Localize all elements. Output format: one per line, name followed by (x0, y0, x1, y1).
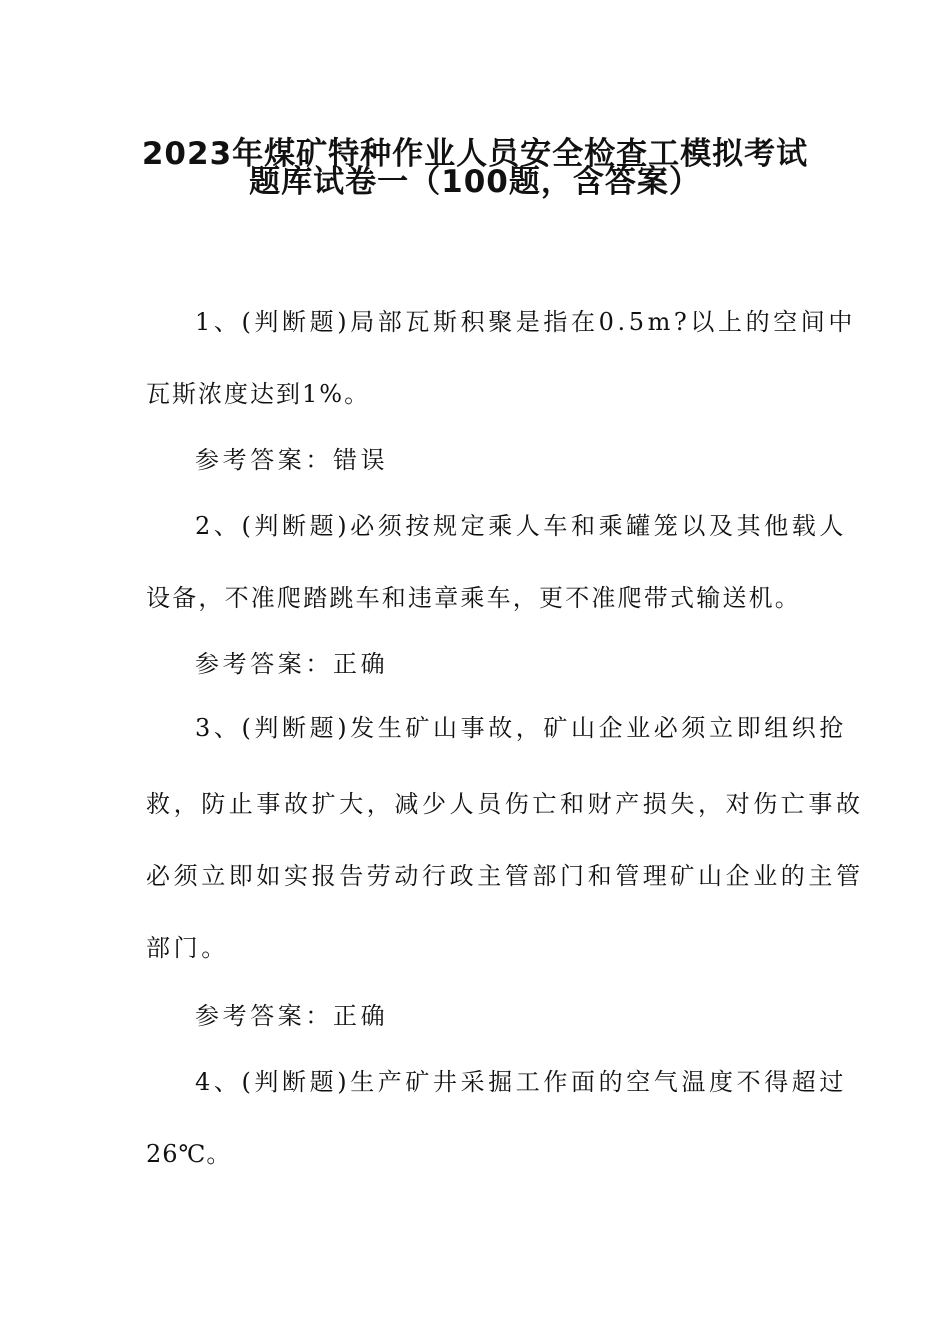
question-3-line-2: 救，防止事故扩大，减少人员伤亡和财产损失，对伤亡事故 (146, 790, 864, 818)
question-2-answer: 参考答案：正确 (195, 650, 389, 678)
question-1-line-1: 1、(判断题)局部瓦斯积聚是指在0.5m?以上的空间中 (195, 308, 856, 336)
document-title-line-2: 题库试卷一（100题，含答案） (249, 164, 701, 200)
question-1-line-2: 瓦斯浓度达到1%。 (146, 380, 371, 408)
question-3-line-3: 必须立即如实报告劳动行政主管部门和管理矿山企业的主管 (146, 862, 864, 890)
question-4-line-1: 4、(判断题)生产矿井采掘工作面的空气温度不得超过 (195, 1068, 847, 1096)
question-3-line-4: 部门。 (146, 934, 229, 962)
question-4-line-2: 26℃。 (146, 1140, 232, 1168)
question-3-line-1: 3、(判断题)发生矿山事故，矿山企业必须立即组织抢 (195, 714, 847, 742)
question-3-answer: 参考答案：正确 (195, 1002, 389, 1030)
question-2-line-1: 2、(判断题)必须按规定乘人车和乘罐笼以及其他载人 (195, 512, 847, 540)
document-title-line-1: 2023年煤矿特种作业人员安全检查工模拟考试 (141, 136, 809, 172)
question-1-answer: 参考答案：错误 (195, 446, 389, 474)
question-2-line-2: 设备，不准爬踏跳车和违章乘车，更不准爬带式输送机。 (146, 584, 801, 612)
